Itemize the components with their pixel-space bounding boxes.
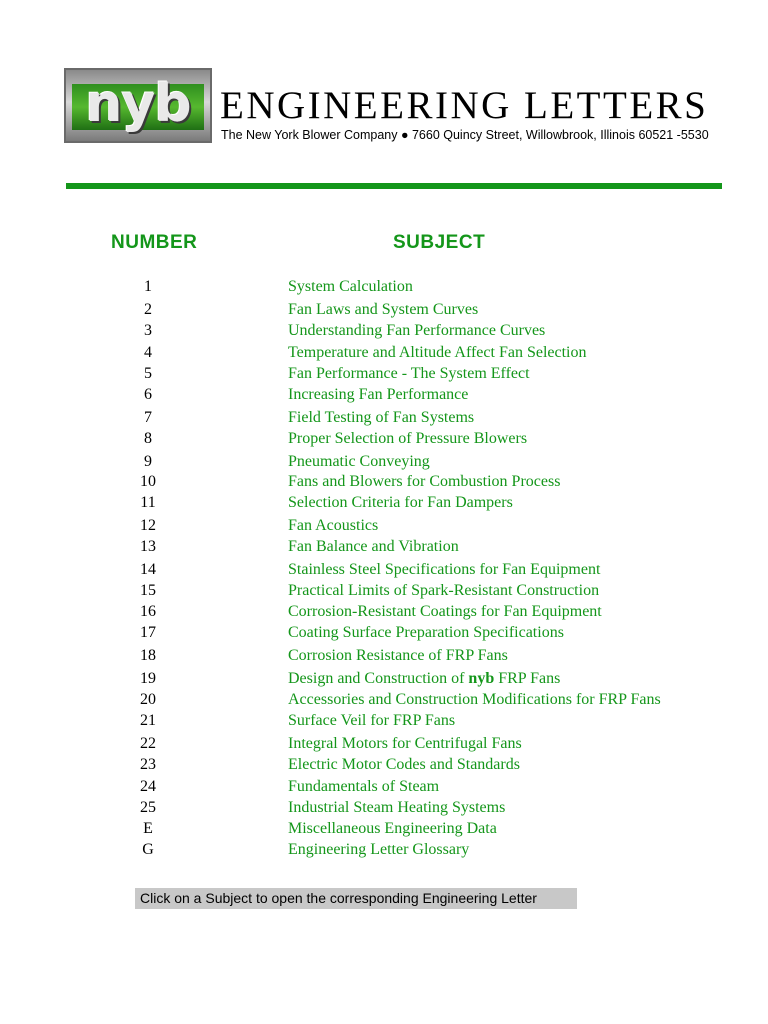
letter-row bbox=[0, 300, 768, 320]
letter-number: 18 bbox=[140, 647, 156, 664]
subject-suffix: FRP Fans bbox=[494, 670, 561, 687]
letter-number: 14 bbox=[140, 561, 156, 578]
letter-number: 6 bbox=[144, 386, 152, 403]
letter-number: 11 bbox=[140, 494, 156, 511]
letter-subject-link[interactable]: Fundamentals of Steam bbox=[288, 778, 440, 795]
letter-subject-link[interactable]: Corrosion-Resistant Coatings for Fan Equipment bbox=[288, 603, 602, 620]
number-column-header: NUMBER bbox=[111, 232, 198, 253]
letter-number: 3 bbox=[144, 322, 152, 339]
letter-number: 21 bbox=[140, 712, 156, 729]
letter-number: 5 bbox=[144, 365, 152, 382]
letter-row bbox=[0, 646, 768, 666]
letter-row bbox=[0, 560, 768, 580]
letter-row bbox=[0, 669, 768, 689]
letter-row bbox=[0, 452, 768, 472]
letter-number: 25 bbox=[140, 799, 156, 816]
letter-number: 12 bbox=[140, 517, 156, 534]
letter-subject-link[interactable]: Accessories and Construction Modifications for FRP Fans bbox=[288, 691, 661, 708]
letter-subject-link[interactable]: Increasing Fan Performance bbox=[288, 386, 469, 403]
letter-row bbox=[0, 798, 768, 818]
letter-subject-link[interactable]: Engineering Letter Glossary bbox=[288, 841, 470, 858]
letter-subject-link[interactable]: Stainless Steel Specifications for Fan Equipment bbox=[288, 561, 601, 578]
letter-row bbox=[0, 277, 768, 297]
letter-number: 16 bbox=[140, 603, 156, 620]
letter-row bbox=[0, 581, 768, 601]
letter-subject-link[interactable]: Fan Balance and Vibration bbox=[288, 538, 459, 555]
letter-subject-link[interactable]: Fan Performance - The System Effect bbox=[288, 365, 530, 382]
letter-subject-link[interactable]: Surface Veil for FRP Fans bbox=[288, 712, 456, 729]
header-divider bbox=[66, 183, 722, 189]
letter-number: 24 bbox=[140, 778, 156, 795]
letter-subject-link[interactable]: Understanding Fan Performance Curves bbox=[288, 322, 546, 339]
page-title: ENGINEERING LETTERS bbox=[220, 84, 709, 127]
subject-prefix: Design and Construction of bbox=[288, 670, 469, 687]
letter-row bbox=[0, 755, 768, 775]
letter-subject-link[interactable]: Field Testing of Fan Systems bbox=[288, 409, 475, 426]
letter-subject-link[interactable]: Fan Laws and System Curves bbox=[288, 301, 479, 318]
letter-number: 19 bbox=[140, 670, 156, 687]
letter-number: 9 bbox=[144, 453, 152, 470]
letter-row bbox=[0, 734, 768, 754]
letter-row bbox=[0, 690, 768, 710]
company-logo bbox=[64, 68, 212, 143]
letter-row bbox=[0, 429, 768, 449]
letter-subject-link[interactable]: Industrial Steam Heating Systems bbox=[288, 799, 506, 816]
letter-row bbox=[0, 819, 768, 839]
letter-subject-link[interactable]: Proper Selection of Pressure Blowers bbox=[288, 430, 528, 447]
logo-text: nyb bbox=[85, 74, 191, 134]
letter-subject-link[interactable]: Pneumatic Conveying bbox=[288, 453, 430, 470]
letter-subject-link[interactable]: Fan Acoustics bbox=[288, 517, 379, 534]
letter-subject-link[interactable] bbox=[288, 669, 560, 689]
letter-row bbox=[0, 385, 768, 405]
letter-row bbox=[0, 537, 768, 557]
letter-subject-link[interactable]: Integral Motors for Centrifugal Fans bbox=[288, 735, 522, 752]
letter-row bbox=[0, 711, 768, 731]
letter-number: G bbox=[142, 841, 154, 858]
letter-subject-link[interactable]: Corrosion Resistance of FRP Fans bbox=[288, 647, 508, 664]
letter-number: 2 bbox=[144, 301, 152, 318]
letter-row bbox=[0, 364, 768, 384]
letter-number: 17 bbox=[140, 624, 156, 641]
letter-number: 23 bbox=[140, 756, 156, 773]
letter-row bbox=[0, 516, 768, 536]
letter-number: 1 bbox=[144, 278, 152, 295]
letter-subject-link[interactable]: Fans and Blowers for Combustion Process bbox=[288, 473, 561, 490]
letter-row bbox=[0, 602, 768, 622]
letter-number: 4 bbox=[144, 344, 152, 361]
letter-row bbox=[0, 472, 768, 492]
letter-row bbox=[0, 408, 768, 428]
letter-number: 13 bbox=[140, 538, 156, 555]
letter-subject-link[interactable]: Coating Surface Preparation Specifications bbox=[288, 624, 564, 641]
subject-column-header: SUBJECT bbox=[393, 232, 486, 253]
letter-subject-link[interactable]: Electric Motor Codes and Standards bbox=[288, 756, 520, 773]
letter-number: 10 bbox=[140, 473, 156, 490]
letter-row bbox=[0, 343, 768, 363]
instruction-note: Click on a Subject to open the corresponding Engineering Letter bbox=[135, 888, 577, 909]
letter-number: 8 bbox=[144, 430, 152, 447]
letter-number: 22 bbox=[140, 735, 156, 752]
letter-subject-link[interactable]: Practical Limits of Spark-Resistant Construction bbox=[288, 582, 600, 599]
letter-row bbox=[0, 623, 768, 643]
letter-number: 7 bbox=[144, 409, 152, 426]
letter-row bbox=[0, 840, 768, 860]
letter-subject-link[interactable]: Temperature and Altitude Affect Fan Selection bbox=[288, 344, 587, 361]
letter-number: 20 bbox=[140, 691, 156, 708]
company-address: The New York Blower Company ● 7660 Quincy Street, Willowbrook, Illinois 60521 -5530 bbox=[221, 128, 709, 142]
nyb-brand-text: nyb bbox=[468, 670, 495, 687]
letter-number: 15 bbox=[140, 582, 156, 599]
letter-row bbox=[0, 493, 768, 513]
letter-row bbox=[0, 777, 768, 797]
letter-subject-link[interactable]: Selection Criteria for Fan Dampers bbox=[288, 494, 513, 511]
letter-row bbox=[0, 321, 768, 341]
letter-number: E bbox=[143, 820, 153, 837]
letter-subject-link[interactable]: Miscellaneous Engineering Data bbox=[288, 820, 497, 837]
letter-subject-link[interactable]: System Calculation bbox=[288, 278, 413, 295]
